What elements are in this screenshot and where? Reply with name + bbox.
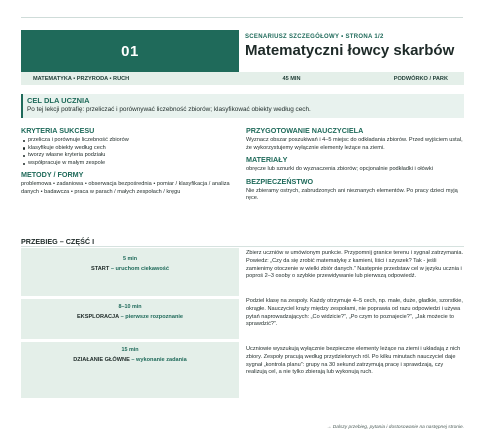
materials-text: obręcze lub sznurki do wyznaczenia zbiorów; opcjonalnie podkładki i ołówki (246, 166, 433, 173)
meta-subjects: MATEMATYKA • PRZYRODA • RUCH (33, 75, 130, 82)
step-minutes: 5 min (122, 256, 138, 262)
step-box-main-action (21, 342, 239, 398)
step-text-main-action: Uczniowie wyszukują wyłącznie bezpieczne elementy leżące na ziemi i układają z nich zbiory. Zespoły pracują według przydzielonych ról. Po kilku minutach nauczyciel daje sygnał „kontrola planu”: grupy na 30 sekund zatrzymują pracę i sprawdzają, czy realizują cel, a nie tylko zbierają lub wykonują ruch. (246, 346, 461, 376)
goal-heading: CEL DLA UCZNIA (27, 96, 90, 105)
scenario-kicker: SCENARIUSZ SZCZEGÓŁOWY • STRONA 1/2 (245, 34, 384, 40)
meta-bar (21, 72, 464, 85)
success-item: przelicza i porównuje liczebność zbiorów (21, 137, 239, 145)
step-box-exploration (21, 299, 239, 339)
step-box-start (21, 248, 239, 296)
step-minutes: 15 min (121, 347, 139, 353)
success-item: tworzy własne kryteria podziału (21, 152, 239, 160)
step-name (21, 357, 239, 363)
step-name (21, 314, 239, 320)
success-heading: KRYTERIA SUKCESU (21, 126, 95, 135)
page-header (21, 30, 464, 72)
step-text-start: Zbierz uczniów w umówionym punkcie. Przypomnij granice terenu i sygnał zatrzymania. Powiedz: „Czy da się zrobić matematykę z kamieni, liści i szyszek? Tak - jeśli zamienimy otoczenie w wielki zbiór danych.” Następnie przedstaw cel w języku ucznia i poproś 2–3 osoby o szybkie przewidywanie lub pierwszą odpowiedź. (246, 250, 464, 280)
footer-note: → Dalszy przebieg, pytania i dostosowanie na następnej stronie. (326, 425, 464, 430)
prep-heading: PRZYGOTOWANIE NAUCZYCIELA (246, 126, 364, 135)
materials-heading: MATERIAŁY (246, 155, 288, 165)
methods-heading: METODY / FORMY (21, 170, 84, 180)
meta-location: PODWÓRKO / PARK (393, 75, 448, 82)
left-column (21, 126, 239, 197)
lesson-number: 01 (21, 30, 239, 72)
methods-text: problemowa • zadaniowa • obserwacja bezpośrednia • pomiar / klasyfikacja / analiza danych • badawcza • praca w parach / małych zespołach / kręgu (21, 181, 230, 195)
success-list (21, 137, 239, 167)
title-block (239, 30, 464, 72)
success-item: klasyfikuje obiekty według cech (21, 145, 239, 153)
safety-heading: BEZPIECZEŃSTWO (246, 176, 314, 186)
step-name-sub: – pierwsze rozpoznanie (120, 314, 184, 320)
goal-text: Po tej lekcji potrafię: przeliczać i porównywać liczebność zbiorów; klasyfikować obiekty według cech. (27, 106, 311, 113)
flow-heading: PRZEBIEG – CZĘŚĆ I (21, 237, 95, 246)
flow-divider (21, 246, 464, 247)
meta-duration: 45 MIN (282, 75, 301, 82)
success-item: współpracuje w małym zespole (21, 160, 239, 168)
prep-text: Wyznacz obszar poszukiwań i 4–5 miejsc do odkładania zbiorów. Przed wyjściem ustal, że wykorzystujemy wyłącznie elementy leżące na ziemi. (246, 137, 463, 151)
step-name (21, 266, 239, 272)
page-title: Matematyczni łowcy skarbów (245, 42, 455, 59)
step-name-label: EKSPLORACJA (76, 314, 119, 320)
right-column (246, 126, 464, 203)
step-name-label: START (91, 266, 110, 272)
goal-box (21, 94, 464, 118)
step-minutes: 8–10 min (118, 304, 142, 310)
top-rule (21, 17, 463, 18)
safety-text: Nie zbieramy ostrych, zabrudzonych ani nieznanych elementów. Po pracy dzieci myją ręce. (246, 187, 458, 202)
step-name-label: DZIAŁANIE GŁÓWNE (73, 357, 130, 363)
step-name-sub: – wykonanie zadania (131, 357, 187, 363)
step-text-exploration: Podziel klasę na zespoły. Każdy otrzymuje 4–5 cech, np. małe, duże, gładkie, szorstkie, okrągłe. Nauczyciel krąży między zespołami, nie poprawia od razu odpowiedzi i używa pytań naprowadzających: „Co widzicie?”, „Po czym to poznajecie?”, „Jak możecie to sprawdzić?”. (246, 298, 463, 328)
step-name-sub: – uruchom ciekawość (110, 266, 169, 272)
